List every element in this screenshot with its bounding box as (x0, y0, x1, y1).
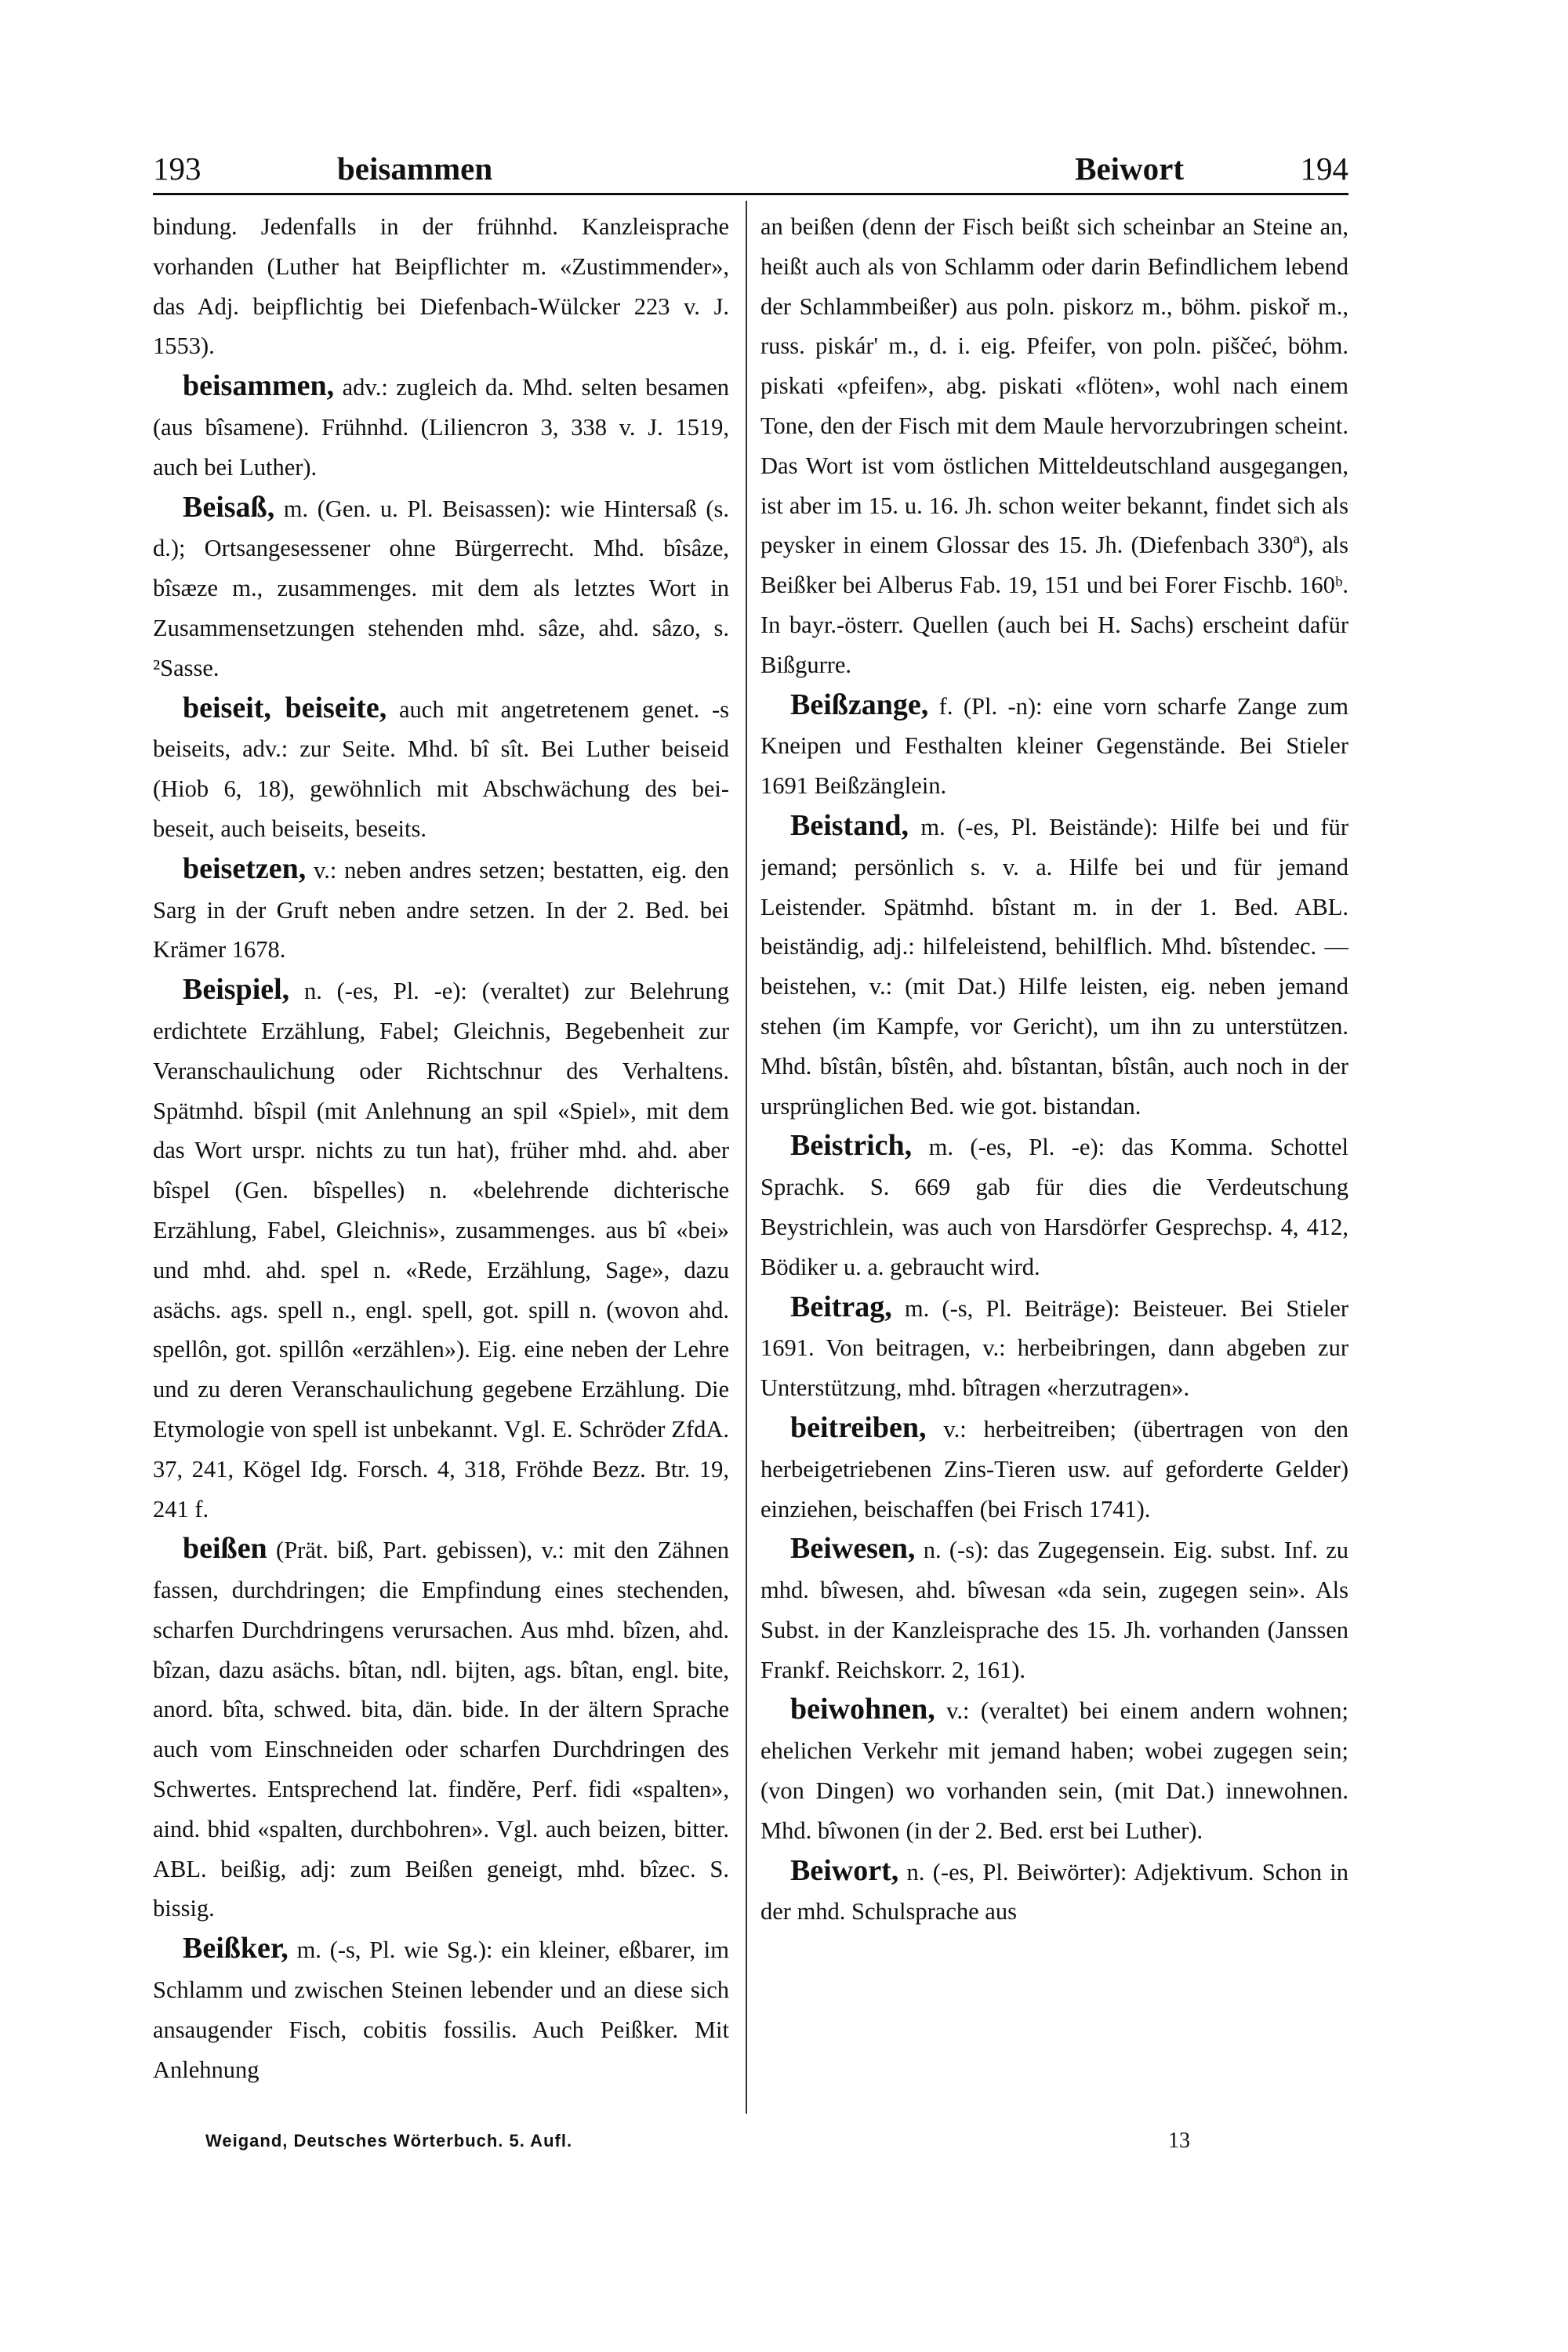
dictionary-entry (760, 1287, 1348, 1408)
column-divider (746, 201, 747, 2114)
entry-text: (Prät. biß, Part. gebissen), v.: mit den Zähnen fassen, durchdringen; die Empfindung eines stechenden, scharfen Durchdringens verursachen. Aus mhd. bîzen, ahd. bîzan, dazu asächs. bîtan, ndl. bijten, ags. bîtan, engl. bite, anord. bîta, schwed. bita, dän. bide. In der ältern Sprache auch vom Einschneiden oder scharfen Durchdringen des Schwertes. Entsprechend lat. findĕre, Perf. fidi «spalten», aind. bhid «spalten, durchbohren». Vgl. auch beizen, bitter. ABL. beißig, adj: zum Beißen geneigt, mhd. bîzec. S. bissig. (153, 1537, 729, 1922)
dictionary-entry (760, 1851, 1348, 1933)
entry-headword: Beißzange, (790, 688, 929, 721)
entry-text: adv.: zugleich da. Mhd. selten besamen (aus bîsamene). Frühnhd. (Liliencron 3, 338 v. J. 1519, auch bei Luther). (153, 374, 729, 481)
entry-text: m. (Gen. u. Pl. Beisassen): wie Hintersaß (s. d.); Ortsangesessener ohne Bürgerrecht. Mhd. bîsâze, bîsæze m., zusammenges. mit dem als letztes Wort in Zusammensetzungen stehenden mhd. sâze, ahd. sâzo, s. ²Sasse. (153, 495, 729, 681)
entry-text: v.: neben andres setzen; bestatten, eig. den Sarg in der Gruft neben andre setzen. In der 2. Bed. bei Krämer 1678. (153, 856, 729, 964)
entry-headword: beiseit, beiseite, (183, 691, 387, 724)
left-column (153, 205, 729, 2103)
entry-headword: beißen (183, 1532, 267, 1566)
entry-text: f. (Pl. -n): eine vorn scharfe Zange zum Kneipen und Festhalten kleiner Gegenstände. Bei Stieler 1691 Beißzänglein. (760, 692, 1348, 800)
dictionary-entry (760, 1690, 1348, 1850)
dictionary-entry (760, 1408, 1348, 1529)
dictionary-entry (760, 685, 1348, 806)
header-rule (153, 193, 1348, 195)
entry-text: v.: (veraltet) bei einem andern wohnen; ehelichen Verkehr mit jemand haben; wobei zugegen sein; (von Dingen) wo vorhanden sein, (mit Dat.) innewohnen. Mhd. bîwonen (in der 2. Bed. erst bei Luther). (760, 1697, 1348, 1844)
entry-text: m. (-s, Pl. wie Sg.): ein kleiner, eßbarer, im Schlamm und zwischen Steinen lebender und an diese sich ansaugender Fisch, cobitis fossilis. Auch Peißker. Mit Anlehnung (153, 1936, 729, 2083)
left-running-head: beisammen (337, 151, 493, 187)
entry-headword: beiwohnen, (790, 1693, 935, 1726)
dictionary-entry (153, 688, 729, 849)
dictionary-entry (760, 205, 1348, 685)
right-running-head: Beiwort (1075, 151, 1184, 187)
entry-text: m. (-es, Pl. -e): das Komma. Schottel Sprachk. S. 669 gab für dies die Verdeutschung Beystrichlein, was auch von Harsdörfer Gesprechsp. 4, 412, Bödiker u. a. gebraucht wird. (760, 1134, 1348, 1280)
dictionary-entry (153, 205, 729, 366)
dictionary-entry (760, 1126, 1348, 1287)
dictionary-entry (153, 1529, 729, 1929)
dictionary-entry (153, 1929, 729, 2089)
entry-text: m. (-es, Pl. Beistände): Hilfe bei und für jemand; persönlich s. v. a. Hilfe bei und für jemand Leistender. Spätmhd. bîstant m. in der 1. Bed. ABL. beiständig, adj.: hilfeleistend, behilflich. Mhd. bîstendec. — beistehen, v.: (mit Dat.) Hilfe leisten, eig. neben jemand stehen (im Kampfe, vor Gericht), um ihn zu unterstützen. Mhd. bîstân, bîstên, ahd. bîstantan, bîstân, auch noch in der ursprünglichen Bed. wie got. bistandan. (760, 813, 1348, 1120)
entry-text: n. (-s): das Zugegensein. Eig. subst. Inf. zu mhd. bîwesen, ahd. bîwesan «da sein, zugegen sein». Als Subst. in der Kanzleisprache des 15. Jh. vorhanden (Janssen Frankf. Reichskorr. 2, 161). (760, 1537, 1348, 1683)
sheet-signature: Weigand, Deutsches Wörterbuch. 5. Aufl. (205, 2131, 573, 2151)
entry-headword: Beißker, (183, 1932, 289, 1965)
right-page-number: 194 (1300, 151, 1348, 187)
page-header (153, 145, 1348, 192)
entry-headword: Beispiel, (183, 973, 290, 1007)
right-column (760, 205, 1348, 2103)
entry-headword: Beiwesen, (790, 1532, 916, 1566)
entry-headword: Beitrag, (790, 1290, 892, 1323)
entry-text: bindung. Jedenfalls in der frühnhd. Kanzleisprache vorhanden (Luther hat Beipflichter m. «Zustimmender», das Adj. beipflichtig bei Diefenbach-Wülcker 223 v. J. 1553). (153, 213, 729, 360)
entry-headword: beitreiben, (790, 1410, 927, 1444)
left-page-number: 193 (153, 151, 201, 187)
entry-headword: Beisaß, (183, 490, 275, 524)
sheet-number: 13 (1168, 2129, 1190, 2153)
entry-text: m. (-s, Pl. Beiträge): Beisteuer. Bei Stieler 1691. Von beitragen, v.: herbeibringen, dann abgeben zur Unterstützung, mhd. bîtragen «herzutragen». (760, 1294, 1348, 1402)
dictionary-entry (760, 1529, 1348, 1690)
dictionary-entry (153, 849, 729, 970)
dictionary-entry (153, 970, 729, 1529)
entry-text: n. (-es, Pl. -e): (veraltet) zur Belehrung erdichtete Erzählung, Fabel; Gleichnis, Begebenheit zur Veranschaulichung oder Richtschnur des Verhaltens. Spätmhd. bîspil (mit Anlehnung an spil «Spiel», mit dem das Wort urspr. nichts zu tun hat), früher mhd. ahd. aber bîspel (Gen. bîspelles) n. «belehrende dichterische Erzählung, Fabel, Gleichnis», zusammenges. aus bî «bei» und mhd. ahd. spel n. «Rede, Erzählung, Sage», dazu asächs. ags. spell n., engl. spell, got. spill n. (wovon ahd. spellôn, got. spillôn «erzählen»). Eig. eine neben der Lehre und zu deren Veranschaulichung gegebene Erzählung. Die Etymologie von spell ist unbekannt. Vgl. E. Schröder ZfdA. 37, 241, Kögel Idg. Forsch. 4, 318, Fröhde Bezz. Btr. 19, 241 f. (153, 978, 729, 1523)
entry-text: auch mit angetretenem genet. -s beiseits, adv.: zur Seite. Mhd. bî sît. Bei Luther beiseid (Hiob 6, 18), gewöhnlich mit Abschwächung des bei- beseit, auch beiseits, beseits. (153, 695, 729, 842)
entry-text: n. (-es, Pl. Beiwörter): Adjektivum. Schon in der mhd. Schulsprache aus (760, 1858, 1348, 1926)
entry-headword: beisetzen, (183, 851, 307, 885)
dictionary-entry (153, 488, 729, 688)
dictionary-entry (760, 806, 1348, 1126)
entry-headword: Beistrich, (790, 1129, 913, 1163)
entry-text: v.: herbeitreiben; (übertragen von den herbeigetriebenen Zins-Tieren usw. auf geforderte Gelder) einziehen, beischaffen (bei Frisch 1741). (760, 1415, 1348, 1523)
dictionary-entry (153, 366, 729, 487)
entry-text: an beißen (denn der Fisch beißt sich scheinbar an Steine an, heißt auch als von Schlamm oder darin Befindlichem lebend der Schlammbeißer) aus poln. piskorz m., böhm. piskoř m., russ. piskár' m., d. i. eig. Pfeifer, von poln. piščeć, böhm. piskati «pfeifen», abg. piskati «flöten», wohl nach einem Tone, den der Fisch mit dem Maule hervorzubringen scheint. Das Wort ist vom östlichen Mitteldeutschland ausgegangen, ist aber im 15. u. 16. Jh. schon weiter bekannt, findet sich als peysker in einem Glossar des 15. Jh. (Diefenbach 330ª), als Beißker bei Alberus Fab. 19, 151 und bei Forer Fischb. 160ᵇ. In bayr.-österr. Quellen (auch bei H. Sachs) erscheint dafür Bißgurre. (760, 213, 1348, 678)
entry-headword: Beiwort, (790, 1853, 899, 1887)
entry-headword: beisammen, (183, 369, 335, 403)
entry-headword: Beistand, (790, 808, 909, 842)
